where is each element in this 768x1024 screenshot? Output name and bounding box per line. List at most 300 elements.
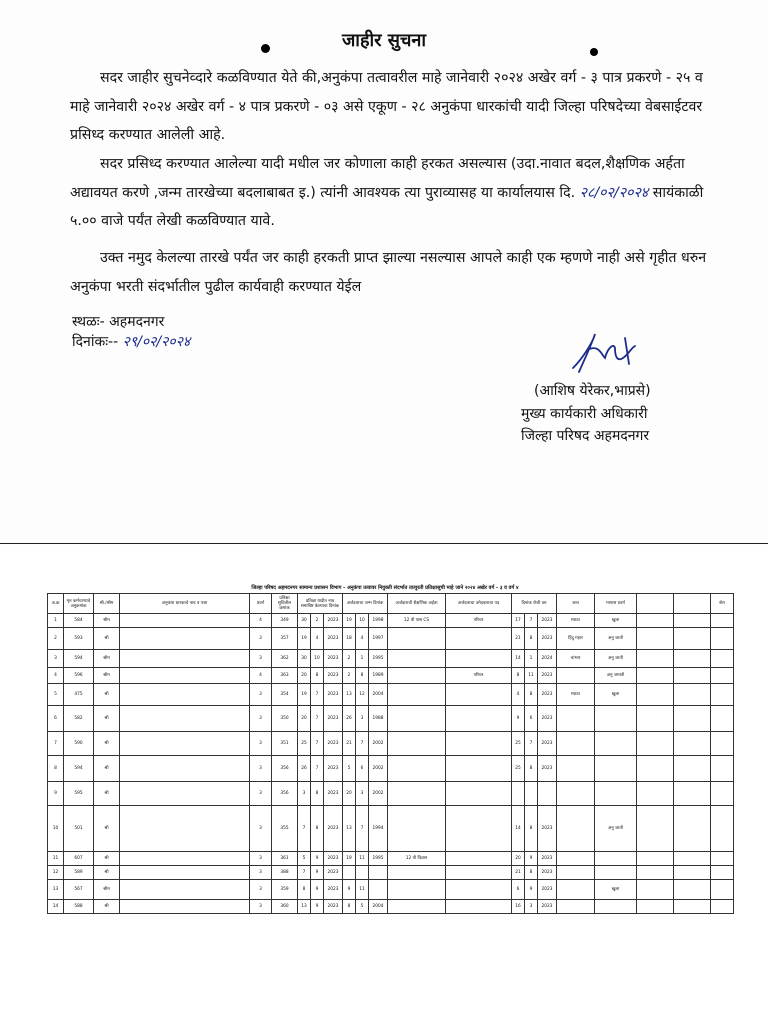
cell-bd: 20 <box>343 782 356 806</box>
cell-qual <box>388 756 446 782</box>
cell-status: 3 <box>250 756 272 782</box>
cell-id: 607 <box>64 852 94 866</box>
officer-name: (आशिष येरेकर,भाप्रसे) <box>534 383 651 399</box>
cell-bm <box>356 866 369 880</box>
cell-ay <box>538 782 557 806</box>
cell-caste <box>557 782 595 806</box>
cell-m: 7 <box>311 732 324 756</box>
cell-id: 501 <box>64 806 94 852</box>
cell-m: 10 <box>311 650 324 668</box>
cell-sr: 10 <box>48 806 64 852</box>
cell-qual <box>388 732 446 756</box>
cell-title: श्रीम <box>94 614 120 628</box>
paragraph-1-text: सदर जाहीर सुचनेव्दारे कळविण्यात येते की,अनुकंपा तत्वावरील माहे जानेवारी २०२४ अखेर वर्ग - ३ पात्र प्रकरणे - २५ व माहे जानेवारी २०२४ अखेर वर्ग - ४ पात्र प्रकरणे - ०३ असे एकूण - २८ अनुकंपा धारकांची यादी जिल्हा परिषदेच्या वेबसाईटवर प्रसिध्द करण्यात आलेली आहे. <box>70 70 703 143</box>
cell-status: 3 <box>250 650 272 668</box>
cell-post <box>446 650 512 668</box>
cell-title: श्री <box>94 852 120 866</box>
cell-empty <box>674 614 711 628</box>
cell-qual: 12 वी पास CS <box>388 614 446 628</box>
cell-empty <box>674 706 711 732</box>
table-row <box>48 668 734 684</box>
cell-sr: 13 <box>48 880 64 900</box>
signature <box>565 328 655 376</box>
cell-am <box>525 782 538 806</box>
cell-ay: 2023 <box>538 852 557 866</box>
cell-ay: 2023 <box>538 866 557 880</box>
cell-bm: 11 <box>356 880 369 900</box>
header-cell: मृत कर्मचाऱ्याचे अनुक्रमांक <box>64 594 94 614</box>
cell-d: 26 <box>298 756 311 782</box>
cell-y: 2023 <box>324 866 343 880</box>
cell-caste <box>557 806 595 852</box>
cell-status: 3 <box>250 732 272 756</box>
cell-by: 1994 <box>369 806 388 852</box>
cell-empty <box>711 650 734 668</box>
table-body <box>48 614 734 914</box>
cell-qual <box>388 650 446 668</box>
cell-age: 9 <box>512 706 525 732</box>
cell-d: 7 <box>298 866 311 880</box>
cell-rank: 351 <box>272 732 298 756</box>
cell-am: 8 <box>525 866 538 880</box>
cell-am: 8 <box>525 756 538 782</box>
cell-rank: 362 <box>272 650 298 668</box>
notice-title: जाहीर सुचना <box>341 30 427 51</box>
cell-empty <box>637 706 674 732</box>
cell-bm: 5 <box>356 900 369 914</box>
cell-sr: 5 <box>48 684 64 706</box>
cell-by: 2004 <box>369 900 388 914</box>
cell-am: 8 <box>525 628 538 650</box>
cell-y: 2023 <box>324 782 343 806</box>
cell-am: 6 <box>525 706 538 732</box>
cell-empty <box>637 756 674 782</box>
cell-post <box>446 866 512 880</box>
date-line <box>72 332 190 353</box>
cell-d: 30 <box>298 614 311 628</box>
cell-by: 1995 <box>369 650 388 668</box>
cell-bm: 4 <box>356 628 369 650</box>
cell-rank: 354 <box>272 684 298 706</box>
cell-empty <box>711 684 734 706</box>
table-row <box>48 866 734 880</box>
cell-y: 2023 <box>324 628 343 650</box>
cell-status: 4 <box>250 668 272 684</box>
cell-post <box>446 628 512 650</box>
cell-caste <box>557 732 595 756</box>
cell-qual <box>388 628 446 650</box>
cell-d: 8 <box>298 880 311 900</box>
cell-ay: 2023 <box>538 900 557 914</box>
cell-cat: अनु जमाती <box>595 668 637 684</box>
cell-name <box>120 732 250 756</box>
cell-bd: 26 <box>343 706 356 732</box>
cell-cat <box>595 706 637 732</box>
cell-rank: 355 <box>272 806 298 852</box>
cell-empty <box>674 650 711 668</box>
cell-status: 3 <box>250 684 272 706</box>
deadline-date: २८/०२/२०२४ <box>579 184 649 201</box>
table-row <box>48 732 734 756</box>
cell-empty <box>711 852 734 866</box>
paragraph-2-text: सदर प्रसिध्द करण्यात आलेल्या यादी मधील जर कोणाला काही हरकत असल्यास (उदा.नावात बदल,शैक्षणिक अर्हता अद्यावयत करणे ,जन्म तारखेच्या बदलाबाबत इ.) त्यांनी आवश्यक त्या पुराव्यासह या कार्यालयास दि. <box>70 156 685 201</box>
cell-d: 25 <box>298 732 311 756</box>
cell-empty <box>711 900 734 914</box>
cell-post <box>446 756 512 782</box>
cell-id: 594 <box>64 756 94 782</box>
cell-rank: 356 <box>272 756 298 782</box>
header-cell: अर्जदाराचा जन्म दिनांक <box>343 594 388 614</box>
cell-empty <box>637 880 674 900</box>
cell-post <box>446 684 512 706</box>
cell-caste <box>557 756 595 782</box>
cell-age: 14 <box>512 650 525 668</box>
cell-empty <box>674 756 711 782</box>
cell-age <box>512 782 525 806</box>
cell-bd: 9 <box>343 880 356 900</box>
cell-id: 590 <box>64 732 94 756</box>
cell-age: 8 <box>512 668 525 684</box>
cell-m: 9 <box>311 880 324 900</box>
table-row <box>48 706 734 732</box>
cell-empty <box>637 628 674 650</box>
table-row <box>48 684 734 706</box>
cell-empty <box>711 880 734 900</box>
cell-name <box>120 782 250 806</box>
table-row <box>48 806 734 852</box>
cell-empty <box>637 732 674 756</box>
sheet-title: जिल्हा परिषद अहमदनगर सामान्य प्रशासन विभाग - अनुकंपा तत्वावर नियुक्ती संदर्भात तात्पुरती प्रतिक्षासूची माहे जाने २०२४ अखेर वर्ग - ३ व वर्ग ४ <box>251 585 519 591</box>
cell-age: 6 <box>512 880 525 900</box>
cell-name <box>120 650 250 668</box>
cell-ay: 2023 <box>538 880 557 900</box>
cell-am: 9 <box>525 880 538 900</box>
cell-ay: 2023 <box>538 668 557 684</box>
paragraph-3-text: उक्त नमुद केलल्या तारखे पर्यंत जर काही हरकती प्राप्त झाल्या नसल्यास आपले काही एक म्हणणे नाही असे गृहीत धरुन अनुकंपा भरती संदर्भातील पुढील कार्यवाही करण्यात येईल <box>70 250 707 295</box>
cell-rank: 349 <box>272 614 298 628</box>
cell-by: 2004 <box>369 684 388 706</box>
cell-cat <box>595 852 637 866</box>
table-row <box>48 880 734 900</box>
cell-bd: 13 <box>343 684 356 706</box>
cell-empty <box>711 782 734 806</box>
cell-status: 3 <box>250 880 272 900</box>
cell-rank: 359 <box>272 880 298 900</box>
cell-bd: 5 <box>343 756 356 782</box>
cell-age: 25 <box>512 756 525 782</box>
cell-m: 8 <box>311 782 324 806</box>
cell-empty <box>637 782 674 806</box>
header-cell: जात <box>557 594 595 614</box>
cell-qual <box>388 706 446 732</box>
cell-empty <box>674 806 711 852</box>
cell-qual <box>388 684 446 706</box>
header-cell: श्री./श्रीम <box>94 594 120 614</box>
cell-m: 7 <box>311 684 324 706</box>
notice-paragraph-1 <box>70 64 710 150</box>
cell-by: 1997 <box>369 628 388 650</box>
cell-sr: 6 <box>48 706 64 732</box>
cell-d: 30 <box>298 650 311 668</box>
cell-post <box>446 732 512 756</box>
cell-age: 25 <box>512 732 525 756</box>
cell-status: 3 <box>250 628 272 650</box>
cell-empty <box>711 668 734 684</box>
cell-status: 3 <box>250 852 272 866</box>
header-cell: अनुकंपा धारकाचे नाव व पत्ता <box>120 594 250 614</box>
cell-empty <box>637 614 674 628</box>
candidate-list-sheet <box>0 575 768 1024</box>
cell-empty <box>674 866 711 880</box>
cell-ay: 2024 <box>538 650 557 668</box>
cell-title: श्री <box>94 684 120 706</box>
header-cell <box>674 594 711 614</box>
cell-by: 2002 <box>369 756 388 782</box>
cell-id: 584 <box>64 614 94 628</box>
cell-d: 20 <box>298 706 311 732</box>
cell-caste: हिंदु महार <box>557 628 595 650</box>
cell-empty <box>711 866 734 880</box>
cell-y: 2023 <box>324 880 343 900</box>
cell-name <box>120 880 250 900</box>
cell-name <box>120 628 250 650</box>
cell-bd: 2 <box>343 668 356 684</box>
cell-m: 2 <box>311 614 324 628</box>
cell-bm: 7 <box>356 806 369 852</box>
cell-title: श्रीम <box>94 668 120 684</box>
cell-age: 21 <box>512 866 525 880</box>
cell-empty <box>637 668 674 684</box>
cell-sr: 7 <box>48 732 64 756</box>
cell-sr: 2 <box>48 628 64 650</box>
cell-sr: 3 <box>48 650 64 668</box>
cell-name <box>120 668 250 684</box>
cell-d: 19 <box>298 628 311 650</box>
cell-empty <box>674 852 711 866</box>
cell-empty <box>637 866 674 880</box>
cell-am: 8 <box>525 684 538 706</box>
date-label: दिनांकः-- <box>72 334 119 350</box>
cell-name <box>120 756 250 782</box>
cell-post <box>446 806 512 852</box>
header-cell: प्रवर्ग <box>250 594 272 614</box>
table-row <box>48 852 734 866</box>
cell-sr: 1 <box>48 614 64 628</box>
cell-m: 7 <box>311 756 324 782</box>
cell-cat: अनु जाती <box>595 650 637 668</box>
cell-ay: 2023 <box>538 732 557 756</box>
table-row <box>48 614 734 628</box>
cell-cat <box>595 782 637 806</box>
cell-name <box>120 852 250 866</box>
officer-title: मुख्य कार्यकारी अधिकारी <box>521 406 648 422</box>
cell-sr: 12 <box>48 866 64 880</box>
cell-ay: 2023 <box>538 684 557 706</box>
cell-rank: 363 <box>272 668 298 684</box>
cell-qual <box>388 668 446 684</box>
cell-name <box>120 806 250 852</box>
cell-age: 20 <box>512 852 525 866</box>
cell-sr: 4 <box>48 668 64 684</box>
cell-y: 2023 <box>324 756 343 782</box>
cell-y: 2023 <box>324 650 343 668</box>
cell-title: श्री <box>94 900 120 914</box>
cell-cat: अनु जाती <box>595 628 637 650</box>
header-cell <box>637 594 674 614</box>
cell-d: 7 <box>298 806 311 852</box>
cell-name <box>120 706 250 732</box>
cell-bm: 3 <box>356 706 369 732</box>
cell-qual <box>388 866 446 880</box>
table-row <box>48 900 734 914</box>
table-row <box>48 782 734 806</box>
office-name: जिल्हा परिषद अहमदनगर <box>521 428 650 444</box>
cell-bd: 2 <box>343 650 356 668</box>
cell-name <box>120 866 250 880</box>
cell-status: 3 <box>250 706 272 732</box>
cell-empty <box>637 650 674 668</box>
cell-cat: खुला <box>595 614 637 628</box>
header-cell: दिनांक रोजी वय <box>512 594 557 614</box>
cell-id: 594 <box>64 650 94 668</box>
cell-post <box>446 900 512 914</box>
cell-bd: 18 <box>343 628 356 650</box>
cell-by: 1995 <box>369 852 388 866</box>
cell-sr: 8 <box>48 756 64 782</box>
cell-id: 567 <box>64 880 94 900</box>
cell-rank: 356 <box>272 782 298 806</box>
cell-status: 3 <box>250 900 272 914</box>
cell-m: 9 <box>311 900 324 914</box>
cell-caste <box>557 706 595 732</box>
cell-d: 13 <box>298 900 311 914</box>
cell-by: 2002 <box>369 782 388 806</box>
cell-y: 2023 <box>324 900 343 914</box>
header-cell: अर्जदाराची शैक्षणिक अर्हता <box>388 594 446 614</box>
cell-bd: 19 <box>343 614 356 628</box>
cell-bm: 11 <box>356 852 369 866</box>
cell-empty <box>674 684 711 706</box>
cell-post <box>446 782 512 806</box>
cell-empty <box>674 628 711 650</box>
header-cell: मागास प्रवर्ग <box>595 594 637 614</box>
cell-bm: 7 <box>356 732 369 756</box>
cell-ay: 2023 <box>538 806 557 852</box>
notice-paragraph-2 <box>70 150 710 236</box>
cell-caste: मराठा <box>557 614 595 628</box>
cell-bd <box>343 866 356 880</box>
cell-d: 20 <box>298 668 311 684</box>
cell-bm: 8 <box>356 668 369 684</box>
cell-by: 1998 <box>369 614 388 628</box>
cell-status: 3 <box>250 866 272 880</box>
cell-bd: 8 <box>343 900 356 914</box>
cell-bm: 6 <box>356 756 369 782</box>
table-row <box>48 628 734 650</box>
cell-qual <box>388 900 446 914</box>
cell-post: परिचर <box>446 614 512 628</box>
cell-age: 21 <box>512 628 525 650</box>
cell-post <box>446 880 512 900</box>
cell-title: श्री <box>94 756 120 782</box>
cell-bd: 19 <box>343 852 356 866</box>
cell-id: 475 <box>64 684 94 706</box>
cell-title: श्रीम <box>94 650 120 668</box>
cell-m: 4 <box>311 628 324 650</box>
cell-ay: 2023 <box>538 756 557 782</box>
header-cell: शेरा <box>711 594 734 614</box>
cell-cat <box>595 756 637 782</box>
cell-caste: मराठा <box>557 684 595 706</box>
cell-bm: 3 <box>356 782 369 806</box>
cell-bm: 10 <box>356 614 369 628</box>
cell-empty <box>711 628 734 650</box>
table-header-row <box>48 594 734 614</box>
cell-y: 2023 <box>324 852 343 866</box>
paragraph-2-text-end: सायंकाळी ५.०० वाजे पर्यंत लेखी कळविण्यात यावे. <box>70 184 704 229</box>
cell-m: 8 <box>311 668 324 684</box>
cell-y: 2023 <box>324 706 343 732</box>
cell-cat: खुला <box>595 684 637 706</box>
cell-ay: 2023 <box>538 614 557 628</box>
cell-empty <box>711 706 734 732</box>
cell-id: 595 <box>64 782 94 806</box>
cell-bd: 21 <box>343 732 356 756</box>
cell-cat <box>595 732 637 756</box>
cell-id: 593 <box>64 628 94 650</box>
cell-bm: 1 <box>356 650 369 668</box>
cell-by: 1988 <box>369 706 388 732</box>
cell-status: 3 <box>250 782 272 806</box>
cell-title: श्री <box>94 706 120 732</box>
header-cell: प्रतिक्षा यादीत नाव समाविष्ट केल्याचा दिनांक <box>298 594 343 614</box>
cell-age: 17 <box>512 614 525 628</box>
cell-d: 3 <box>298 782 311 806</box>
cell-status: 4 <box>250 614 272 628</box>
place-line: स्थळः- अहमदनगर <box>72 314 165 330</box>
cell-caste <box>557 900 595 914</box>
cell-m: 9 <box>311 866 324 880</box>
cell-name <box>120 614 250 628</box>
header-cell: अर्जदाराचा उमेदवाराचा पद <box>446 594 512 614</box>
cell-age: 14 <box>512 806 525 852</box>
cell-empty <box>711 756 734 782</box>
cell-am: 3 <box>525 900 538 914</box>
cell-post: परिचर <box>446 668 512 684</box>
cell-y: 2023 <box>324 806 343 852</box>
cell-title: श्रीम <box>94 880 120 900</box>
cell-rank: 350 <box>272 706 298 732</box>
cell-name <box>120 684 250 706</box>
cell-empty <box>711 732 734 756</box>
cell-title: श्री <box>94 628 120 650</box>
cell-am: 7 <box>525 614 538 628</box>
cell-post <box>446 852 512 866</box>
cell-cat <box>595 866 637 880</box>
cell-sr: 9 <box>48 782 64 806</box>
cell-name <box>120 900 250 914</box>
cell-caste <box>557 880 595 900</box>
date-value: २९/०२/२०२४ <box>122 334 191 350</box>
cell-by: 1989 <box>369 668 388 684</box>
cell-empty <box>674 900 711 914</box>
page-divider <box>0 543 768 544</box>
cell-am: 7 <box>525 732 538 756</box>
cell-cat: अनु जाती <box>595 806 637 852</box>
cell-y: 2023 <box>324 684 343 706</box>
cell-am: 9 <box>525 852 538 866</box>
cell-title: श्री <box>94 732 120 756</box>
